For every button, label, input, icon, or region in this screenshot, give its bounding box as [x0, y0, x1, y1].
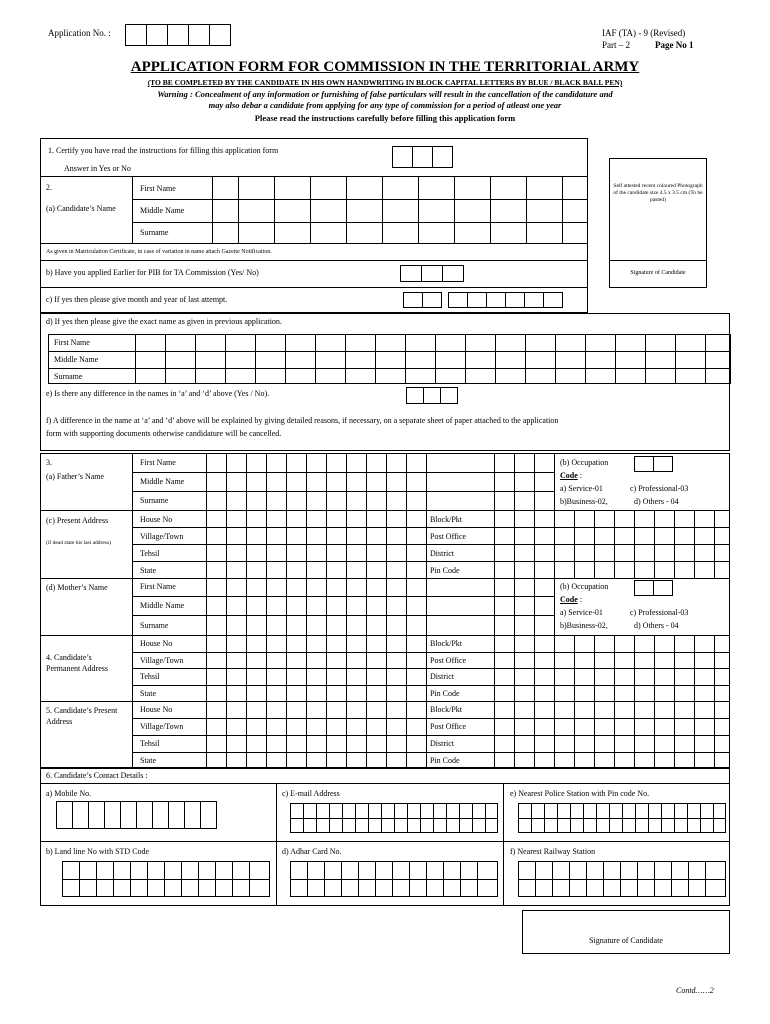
present-address-note: (if dead state his last address)	[46, 540, 111, 546]
footer-signature-label: Signature of Candidate	[589, 936, 663, 945]
father-village-label: Village/Town	[140, 532, 184, 541]
photo-signature-label: Signature of Candidate	[630, 270, 686, 276]
father-first-name-label: First Name	[140, 458, 176, 467]
permanent-address-label: 4. Candidate’s Permanent Address	[46, 653, 108, 673]
form-title: APPLICATION FORM FOR COMMISSION IN THE TERRITORIAL ARMY	[130, 59, 640, 75]
mobile-boxes[interactable]	[56, 801, 216, 829]
surname-label: Surname	[140, 228, 169, 237]
previous-name-grid[interactable]	[48, 334, 731, 384]
application-no-label: Application No. :	[48, 28, 111, 38]
page-no: Page No 1	[655, 40, 694, 50]
q2c-year-boxes[interactable]	[448, 292, 562, 308]
q2-number: 2.	[46, 183, 52, 192]
email-label: c) E-mail Address	[282, 789, 340, 798]
photo-instructions: Self attested recent coloured Photograph of the candidate size 4.5 x 3.5 cm (To be pasted)	[613, 183, 703, 203]
q2f-line-1: f) A difference in the name at ‘a’ and ‘d’ above will be explained by giving detailed reasons, if necessary, on a separate sheet of paper attached to the application	[46, 416, 559, 425]
adhar-label: d) Adhar Card No.	[282, 847, 342, 856]
name-note: As given in Matriculation Certificate, in case of variation in name attach Gazette Notification.	[46, 249, 272, 255]
perm-state-label: State	[140, 689, 156, 698]
father-post-office-label: Post Office	[430, 532, 467, 541]
q2b-text: b) Have you applied Earlier for PIB for TA Commission (Yes/ No)	[46, 268, 259, 277]
first-name-label: First Name	[140, 184, 176, 193]
father-code-service: a) Service-01	[560, 484, 603, 493]
prev-first-name-label: First Name	[54, 338, 90, 347]
mother-code-colon: :	[577, 595, 583, 604]
perm-pin-code-label: Pin Code	[430, 689, 460, 698]
continued-label: Contd……2	[676, 986, 714, 995]
pres-block-label: Block/Pkt	[430, 705, 463, 714]
father-name-label: (a) Father’s Name	[46, 472, 105, 481]
q2e-text: e) Is there any difference in the names in ‘a’ and ‘d’ above (Yes / No).	[46, 389, 270, 398]
mother-code-service: a) Service-01	[560, 608, 603, 617]
mother-code-others: d) Others - 04	[634, 621, 679, 630]
father-code-heading: Code	[560, 471, 578, 480]
candidate-present-address-label: 5. Candidate’s Present Address	[46, 706, 118, 726]
father-middle-name-label: Middle Name	[140, 477, 185, 486]
father-code-others: d) Others - 04	[634, 497, 679, 506]
landline-label: b) Land line No with STD Code	[46, 847, 150, 856]
father-code-professional: c) Professional-03	[630, 484, 689, 493]
mother-surname-label: Surname	[140, 621, 169, 630]
middle-name-label: Middle Name	[140, 206, 185, 215]
father-state-label: State	[140, 566, 156, 575]
part-label: Part – 2	[602, 40, 630, 50]
father-code-colon: :	[577, 471, 583, 480]
prev-surname-label: Surname	[54, 372, 83, 381]
father-district-label: District	[430, 549, 454, 558]
q2b-answer-boxes[interactable]	[400, 265, 463, 282]
mother-middle-name-label: Middle Name	[140, 601, 185, 610]
railway-station-label: f) Nearest Railway Station	[510, 847, 596, 856]
mother-occupation-code-boxes[interactable]	[634, 580, 672, 596]
signature-box[interactable]	[522, 910, 730, 954]
pres-post-office-label: Post Office	[430, 722, 467, 731]
photo-box[interactable]	[609, 158, 707, 288]
mother-occupation-label: (b) Occupation	[560, 582, 609, 591]
candidate-name-label: (a) Candidate’s Name	[46, 204, 116, 213]
father-house-no-label: House No	[140, 515, 173, 524]
father-block-label: Block/Pkt	[430, 515, 463, 524]
father-tehsil-label: Tehsil	[140, 549, 160, 558]
prev-middle-name-label: Middle Name	[54, 355, 99, 364]
father-surname-label: Surname	[140, 496, 169, 505]
father-pin-code-label: Pin Code	[430, 566, 460, 575]
pres-house-no-label: House No	[140, 705, 173, 714]
pres-district-label: District	[430, 739, 454, 748]
mother-code-heading: Code	[560, 595, 578, 604]
pres-pin-code-label: Pin Code	[430, 756, 460, 765]
perm-house-no-label: House No	[140, 639, 173, 648]
father-occupation-label: (b) Occupation	[560, 458, 609, 467]
form-code: IAF (TA) - 9 (Revised)	[602, 28, 686, 38]
q1-answer-hint: Answer in Yes or No	[64, 164, 131, 173]
q2e-answer-boxes[interactable]	[406, 387, 457, 404]
perm-village-label: Village/Town	[140, 656, 184, 665]
father-occupation-code-boxes[interactable]	[634, 456, 672, 472]
form-subtitle: (TO BE COMPLETED BY THE CANDIDATE IN HIS OWN HANDWRITING IN BLOCK CAPITAL LETTERS BY BLUE / BLACK BALL PEN)	[147, 78, 623, 87]
perm-district-label: District	[430, 672, 454, 681]
q2c-month-boxes[interactable]	[403, 292, 441, 308]
pres-tehsil-label: Tehsil	[140, 739, 160, 748]
perm-block-label: Block/Pkt	[430, 639, 463, 648]
q2c-text: c) If yes then please give month and year of last attempt.	[46, 295, 228, 304]
perm-tehsil-label: Tehsil	[140, 672, 160, 681]
q3-number: 3.	[46, 458, 52, 467]
q1-text: 1. Certify you have read the instructions for filling this application form	[48, 146, 279, 155]
present-address-label: (c) Present Address	[46, 516, 109, 525]
police-station-label: e) Nearest Police Station with Pin code No.	[510, 789, 650, 798]
warning-line-2: may also debar a candidate from applying for any type of commission for a period of atleast one year	[208, 100, 562, 110]
mother-code-business: b)Business-02,	[560, 621, 608, 630]
q1-answer-boxes[interactable]	[392, 146, 452, 168]
mobile-label: a) Mobile No.	[46, 789, 92, 798]
perm-post-office-label: Post Office	[430, 656, 467, 665]
application-no-boxes[interactable]	[125, 24, 230, 46]
father-code-business: b)Business-02,	[560, 497, 608, 506]
instruction-line: Please read the instructions carefully before filling this application form	[254, 113, 516, 123]
mother-code-professional: c) Professional-03	[630, 608, 689, 617]
contact-details-label: 6. Candidate’s Contact Details :	[46, 771, 148, 780]
mother-first-name-label: First Name	[140, 582, 176, 591]
q2f-line-2: form with supporting documents otherwise candidature will be cancelled.	[46, 429, 282, 438]
warning-line-1: Warning : Concealment of any information or furnishing of false particulars will result in the cancellation of the candidature and	[157, 89, 613, 99]
pres-village-label: Village/Town	[140, 722, 184, 731]
pres-state-label: State	[140, 756, 156, 765]
mother-name-label: (d) Mother’s Name	[46, 583, 108, 592]
q2d-text: d) If yes then please give the exact name as given in previous application.	[46, 317, 282, 326]
